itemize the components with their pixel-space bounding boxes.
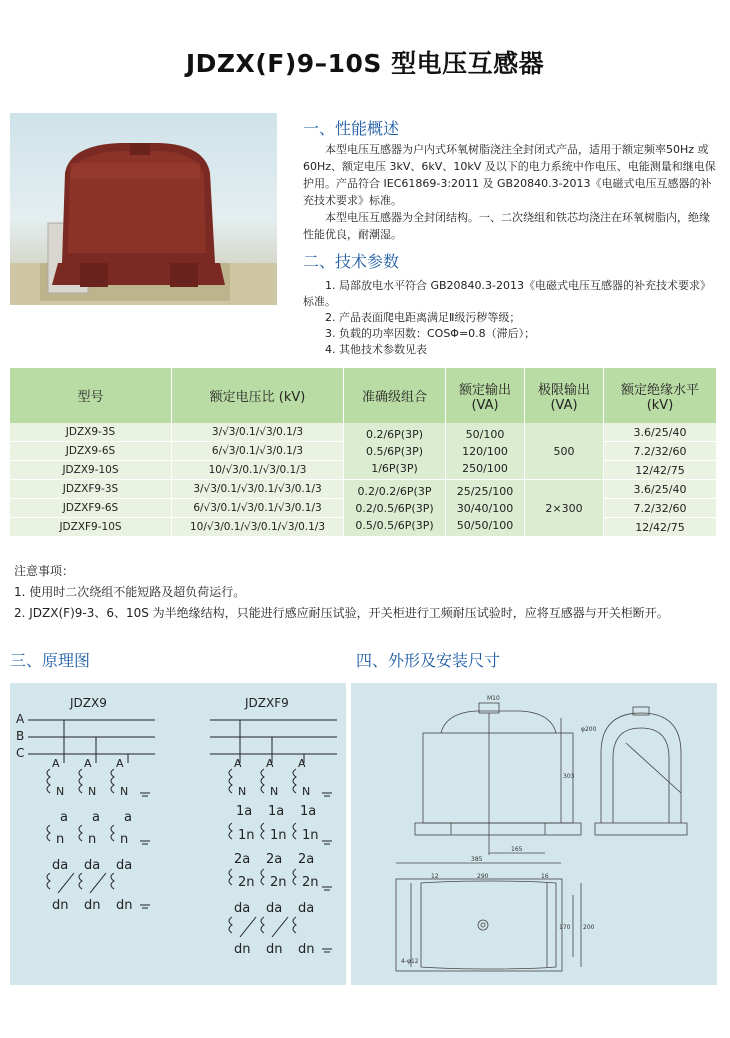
coil-label: da — [234, 901, 251, 916]
coil-label: n — [120, 832, 129, 847]
coil-label: 1n — [302, 828, 319, 843]
dimension-label: φ200 — [581, 726, 597, 733]
table-header-row — [10, 368, 717, 423]
cell-model: JDZXF9-3S — [10, 480, 172, 499]
cell-insulation: 3.6/25/40 — [604, 480, 717, 499]
bus-label: C — [16, 746, 25, 760]
coil-label: 2a — [298, 852, 315, 867]
coil-label: N — [120, 785, 129, 798]
coil-label: da — [266, 901, 283, 916]
accuracy-value: 0.5/6P(3P) — [365, 444, 424, 458]
schematic-left-title: JDZX9 — [70, 696, 107, 710]
accuracy-value: 0.5/0.5/6P(3P) — [355, 518, 434, 532]
coil-label: 2n — [238, 875, 255, 890]
output-value: 30/40/100 — [456, 501, 514, 515]
note-1: 1. 使用时二次绕组不能短路及超负荷运行。 — [14, 585, 246, 599]
coil-label: 1a — [268, 804, 285, 819]
dimensions-heading: 四、外形及安装尺寸 — [356, 651, 501, 670]
cell-accuracy-group-2 — [344, 480, 446, 537]
table-row — [10, 423, 717, 442]
coil-label: dn — [84, 898, 101, 913]
coil-label: N — [238, 785, 247, 798]
cell-insulation: 7.2/32/60 — [604, 499, 717, 518]
coil-label: 1n — [238, 828, 255, 843]
cell-ratio: 3/√3/0.1/√3/0.1/3 — [172, 423, 344, 442]
dimension-label: 16 — [541, 873, 549, 880]
cell-insulation: 12/42/75 — [604, 461, 717, 480]
coil-label: 2n — [302, 875, 319, 890]
table-header: 型号 — [10, 368, 172, 423]
coil-label: A — [116, 757, 124, 770]
table-header: 额定输出 (VA) — [446, 368, 525, 423]
cell-ratio: 6/√3/0.1/√3/0.1/3 — [172, 442, 344, 461]
output-value: 120/100 — [462, 444, 508, 458]
coil-label: N — [302, 785, 311, 798]
param-item-2: 2. 产品表面爬电距离满足Ⅱ级污秽等级； — [325, 311, 521, 324]
coil-label: dn — [298, 942, 315, 957]
table-header: 额定电压比 (kV) — [172, 368, 344, 423]
table-header: 准确级组合 — [344, 368, 446, 423]
coil-label: 1a — [300, 804, 317, 819]
coil-label: A — [234, 757, 242, 770]
schematic-heading: 三、原理图 — [10, 651, 91, 670]
dimension-label: 303 — [563, 773, 575, 780]
bus-label: A — [16, 712, 25, 726]
dimension-label: 200 — [583, 924, 595, 931]
dimension-label: 290 — [477, 873, 489, 880]
transformer-image — [10, 113, 277, 305]
cell-ratio: 10/√3/0.1/√3/0.1/√3/0.1/3 — [172, 518, 344, 537]
coil-label: n — [56, 832, 65, 847]
cell-accuracy-group-1 — [344, 423, 446, 480]
coil-label: da — [298, 901, 315, 916]
accuracy-value: 0.2/6P(3P) — [365, 427, 424, 441]
cell-ratio: 3/√3/0.1/√3/0.1/√3/0.1/3 — [172, 480, 344, 499]
coil-label: 1n — [270, 828, 287, 843]
coil-label: dn — [116, 898, 133, 913]
cell-limit-group-2: 2×300 — [525, 480, 604, 537]
param-item-1: 1. 局部放电水平符合 GB20840.3-2013《电磁式电压互感器的补充技术要求》标准。 — [303, 279, 712, 308]
coil-label: A — [298, 757, 306, 770]
coil-label: dn — [266, 942, 283, 957]
cell-ratio: 10/√3/0.1/√3/0.1/3 — [172, 461, 344, 480]
coil-label: A — [266, 757, 274, 770]
table-header: 额定绝缘水平 (kV) — [604, 368, 717, 423]
coil-label: N — [56, 785, 65, 798]
dimension-label: 385 — [471, 856, 483, 863]
notes-heading: 注意事项： — [14, 564, 75, 578]
table-row — [10, 480, 717, 499]
dimension-label: 12 — [431, 873, 439, 880]
cell-model: JDZX9-10S — [10, 461, 172, 480]
cell-insulation: 12/42/75 — [604, 518, 717, 537]
table-header: 极限输出 (VA) — [525, 368, 604, 423]
coil-label: 2n — [270, 875, 287, 890]
accuracy-value: 0.2/0.2/6P(3P — [357, 484, 432, 498]
coil-label: A — [52, 757, 60, 770]
coil-label: dn — [52, 898, 69, 913]
output-value: 250/100 — [462, 461, 508, 475]
coil-label: N — [270, 785, 279, 798]
coil-label: dn — [234, 942, 251, 957]
param-item-4: 4. 其他技术参数见表 — [325, 343, 427, 356]
coil-label: 2a — [266, 852, 283, 867]
output-value: 25/25/100 — [456, 484, 514, 498]
bus-label: B — [16, 729, 25, 743]
coil-label: A — [84, 757, 92, 770]
coil-label: da — [84, 858, 101, 873]
schematic-diagram — [10, 683, 346, 985]
cell-insulation: 7.2/32/60 — [604, 442, 717, 461]
coil-label: N — [88, 785, 97, 798]
coil-label: n — [88, 832, 97, 847]
param-item-3: 3. 负载的功率因数：COSΦ=0.8（滞后）； — [325, 327, 536, 340]
dimension-drawing — [351, 683, 717, 985]
overview-heading: 一、性能概述 — [303, 119, 400, 138]
overview-paragraph-1: 本型电压互感器为户内式环氧树脂浇注全封闭式产品，适用于额定频率50Hz 或 60Hz、额定电压 3kV、6kV、10kV 及以下的电力系统中作电压、电能测量和继电保护用。产品符合 IEC61869-3:2011 及 GB20840.3-2013《电磁式电压互感器的补充技术要求》标准。 — [303, 143, 716, 207]
coil-label: da — [52, 858, 69, 873]
schematic-right-title: JDZXF9 — [245, 696, 289, 710]
coil-label: 1a — [236, 804, 253, 819]
cell-output-group-1 — [446, 423, 525, 480]
dimension-label: 165 — [511, 846, 523, 853]
coil-label: a — [124, 810, 132, 825]
cell-limit-group-1: 500 — [525, 423, 604, 480]
note-2: 2. JDZX(F)9-3、6、10S 为半绝缘结构，只能进行感应耐压试验，开关柜进行工频耐压试验时，应将互感器与开关柜断开。 — [14, 606, 669, 620]
dimension-label: 4-φ12 — [401, 958, 419, 965]
schematic-panel — [10, 683, 346, 985]
dimension-label: M10 — [487, 695, 500, 702]
output-value: 50/100 — [465, 427, 505, 441]
accuracy-value: 0.2/0.5/6P(3P) — [355, 501, 434, 515]
parameter-table — [10, 368, 717, 537]
cell-model: JDZX9-6S — [10, 442, 172, 461]
coil-label: a — [60, 810, 68, 825]
cell-model: JDZXF9-10S — [10, 518, 172, 537]
params-heading: 二、技术参数 — [303, 252, 400, 271]
page-title: JDZX(F)9–10S 型电压互感器 — [185, 49, 545, 78]
product-photo — [10, 113, 277, 305]
coil-label: a — [92, 810, 100, 825]
output-value: 50/50/100 — [456, 518, 514, 532]
cell-model: JDZX9-3S — [10, 423, 172, 442]
dimension-label: 170 — [559, 924, 571, 931]
coil-label: 2a — [234, 852, 251, 867]
accuracy-value: 1/6P(3P) — [371, 461, 418, 475]
cell-insulation: 3.6/25/40 — [604, 423, 717, 442]
cell-ratio: 6/√3/0.1/√3/0.1/√3/0.1/3 — [172, 499, 344, 518]
cell-model: JDZXF9-6S — [10, 499, 172, 518]
coil-label: da — [116, 858, 133, 873]
dimension-panel — [351, 683, 717, 985]
cell-output-group-2 — [446, 480, 525, 537]
overview-paragraph-2: 本型电压互感器为全封闭结构。一、二次绕组和铁芯均浇注在环氧树脂内，绝缘性能优良，耐潮湿。 — [303, 211, 710, 241]
